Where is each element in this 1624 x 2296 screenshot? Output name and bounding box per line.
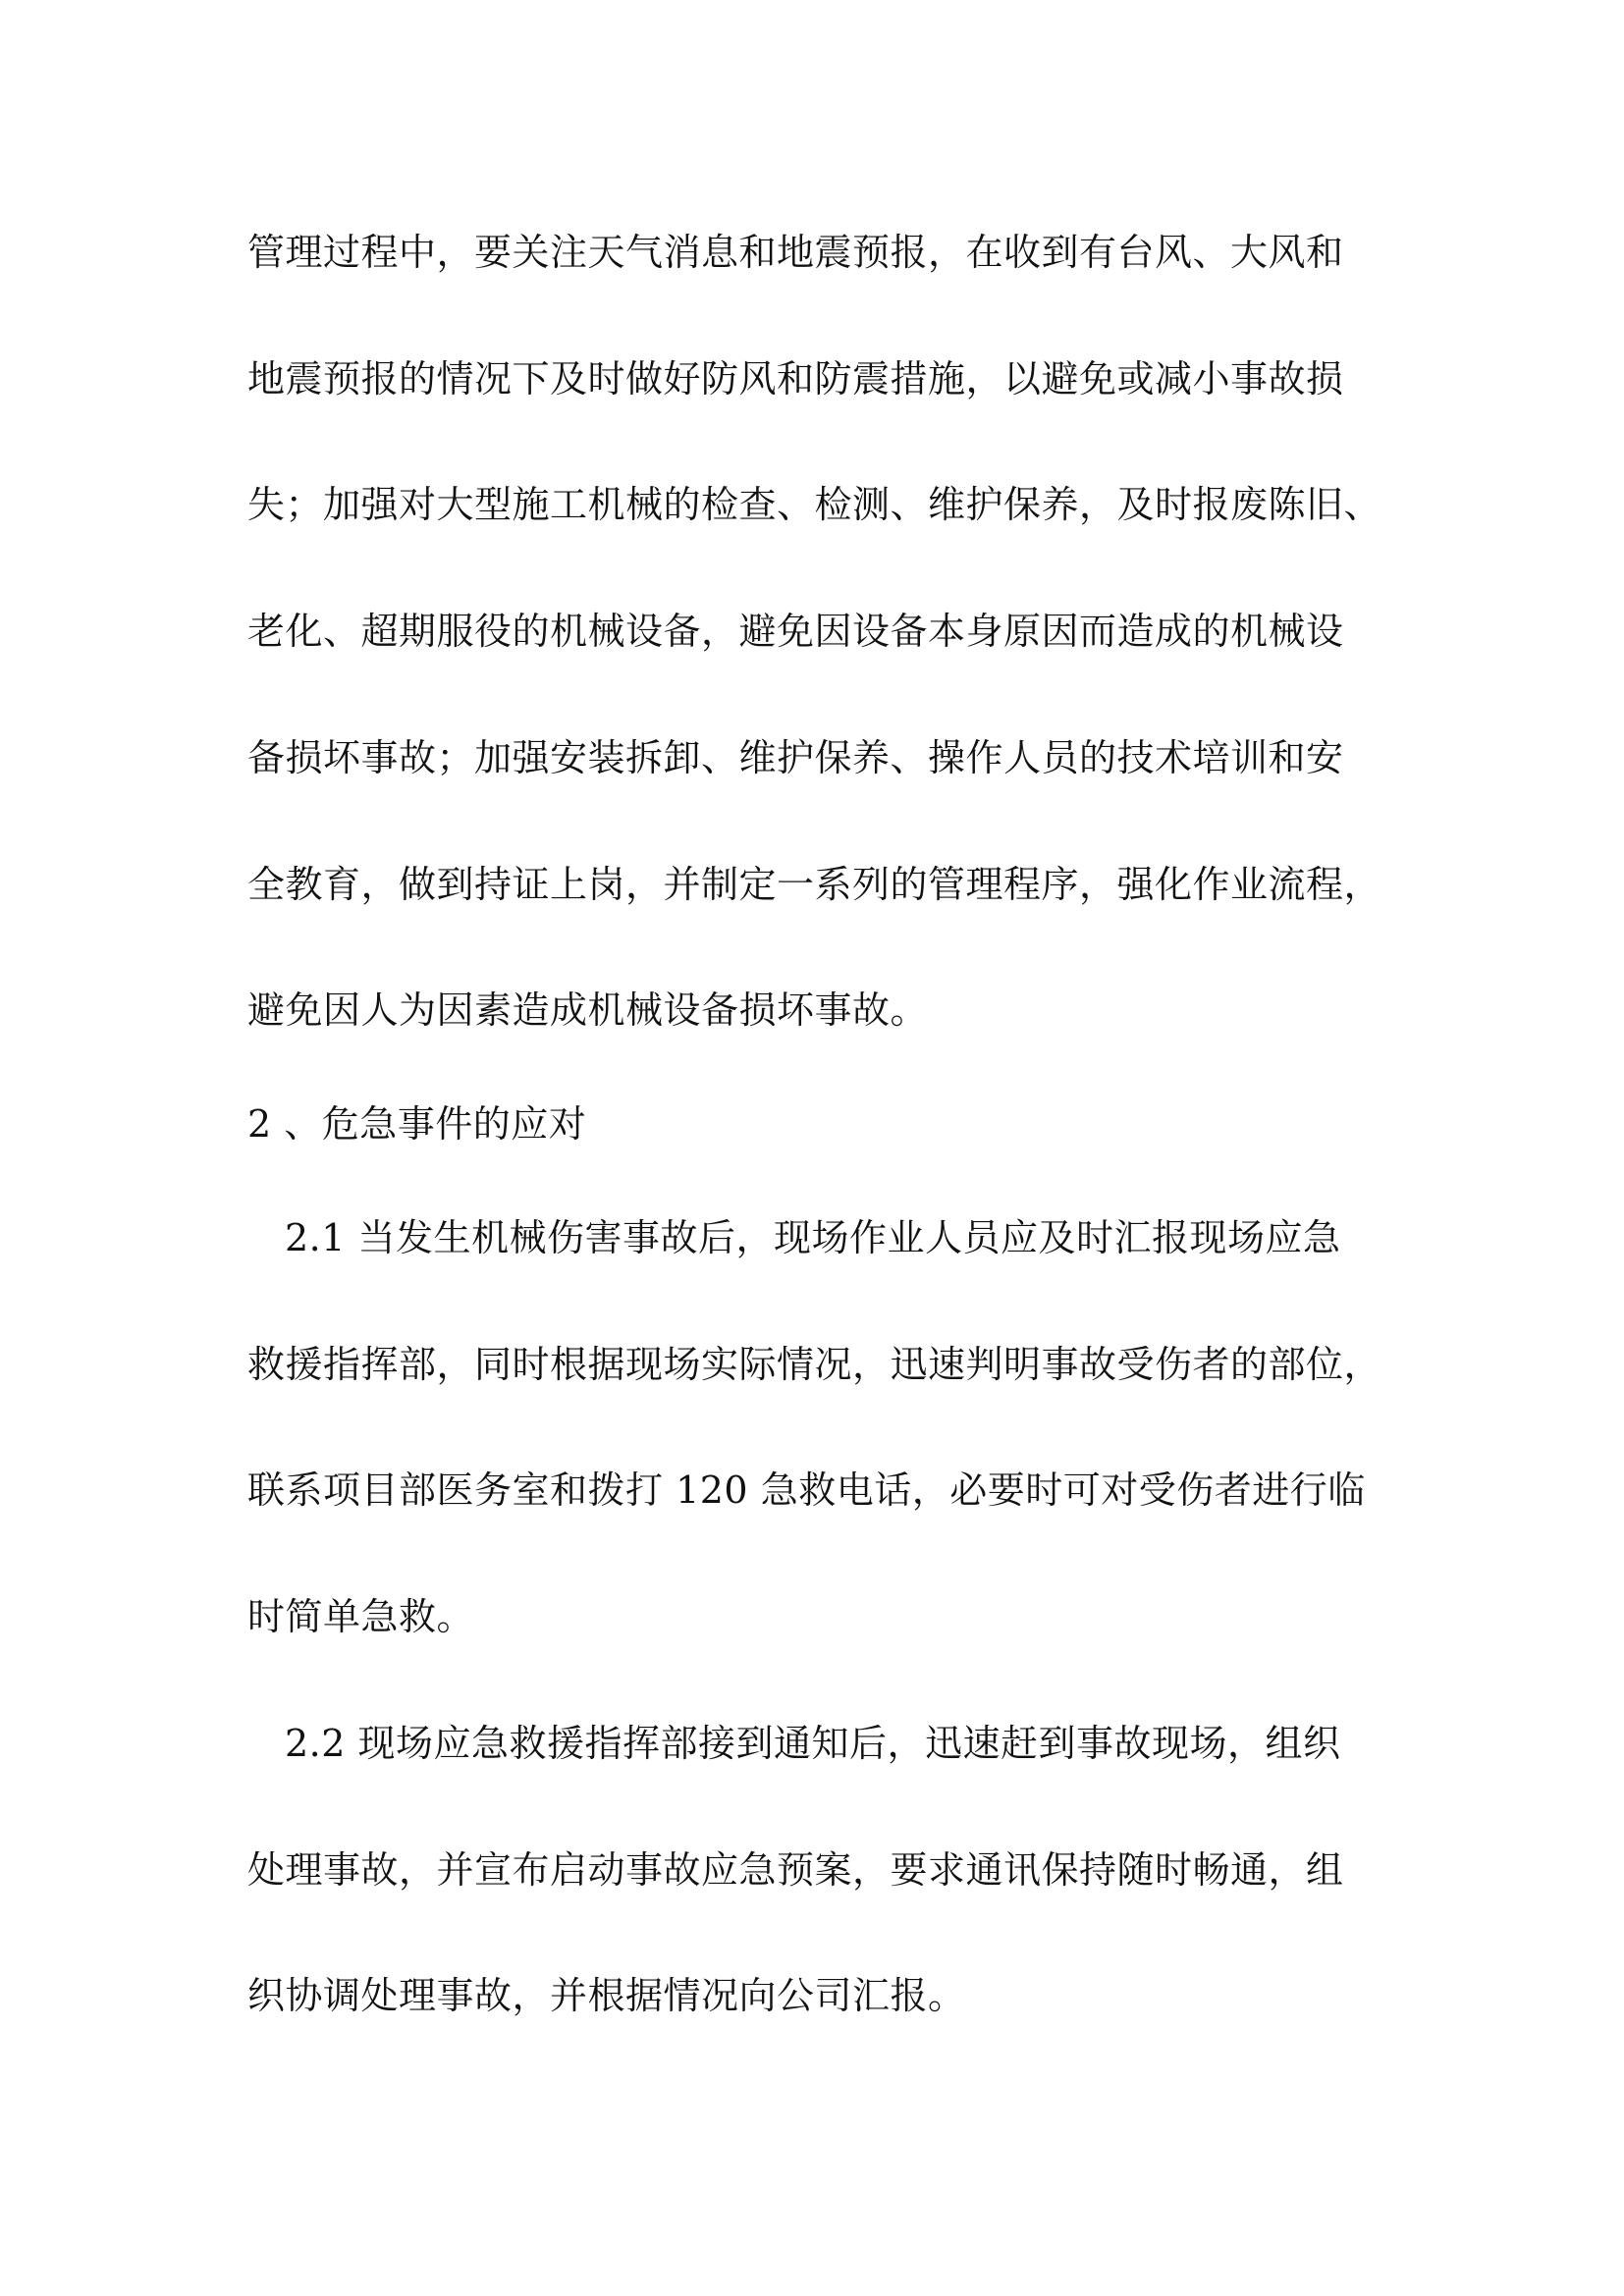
paragraph-line: 老化、超期服役的机械设备，避免因设备本身原因而造成的机械设 [247,610,1344,653]
paragraph-line: 避免因人为因素造成机械设备损坏事故。 [247,988,929,1032]
paragraph-line: 织协调处理事故，并根据情况向公司汇报。 [247,1974,966,2017]
paragraph-line: 备损坏事故；加强安装拆卸、维护保养、操作人员的技术培训和安 [247,736,1344,779]
paragraph-line: 2.2 现场应急救援指挥部接到通知后，迅速赶到事故现场，组织 [285,1722,1341,1765]
paragraph-line: 失；加强对大型施工机械的检查、检测、维护保养，及时报废陈旧、 [247,483,1382,526]
section-heading: 2 、危急事件的应对 [247,1102,587,1146]
paragraph-line: 救援指挥部，同时根据现场实际情况，迅速判明事故受伤者的部位， [247,1343,1382,1386]
paragraph-line: 全教育，做到持证上岗，并制定一系列的管理程序，强化作业流程， [247,863,1382,906]
paragraph-line: 地震预报的情况下及时做好防风和防震措施，以避免或减小事故损 [247,357,1344,400]
paragraph-line: 时简单急救。 [247,1595,475,1638]
paragraph-line: 管理过程中，要关注天气消息和地震预报，在收到有台风、大风和 [247,231,1344,274]
paragraph-line: 处理事故，并宣布启动事故应急预案，要求通讯保持随时畅通，组 [247,1848,1344,1892]
paragraph-line: 2.1 当发生机械伤害事故后，现场作业人员应及时汇报现场应急 [285,1216,1341,1259]
paragraph-line: 联系项目部医务室和拨打 120 急救电话，必要时可对受伤者进行临 [247,1468,1366,1512]
